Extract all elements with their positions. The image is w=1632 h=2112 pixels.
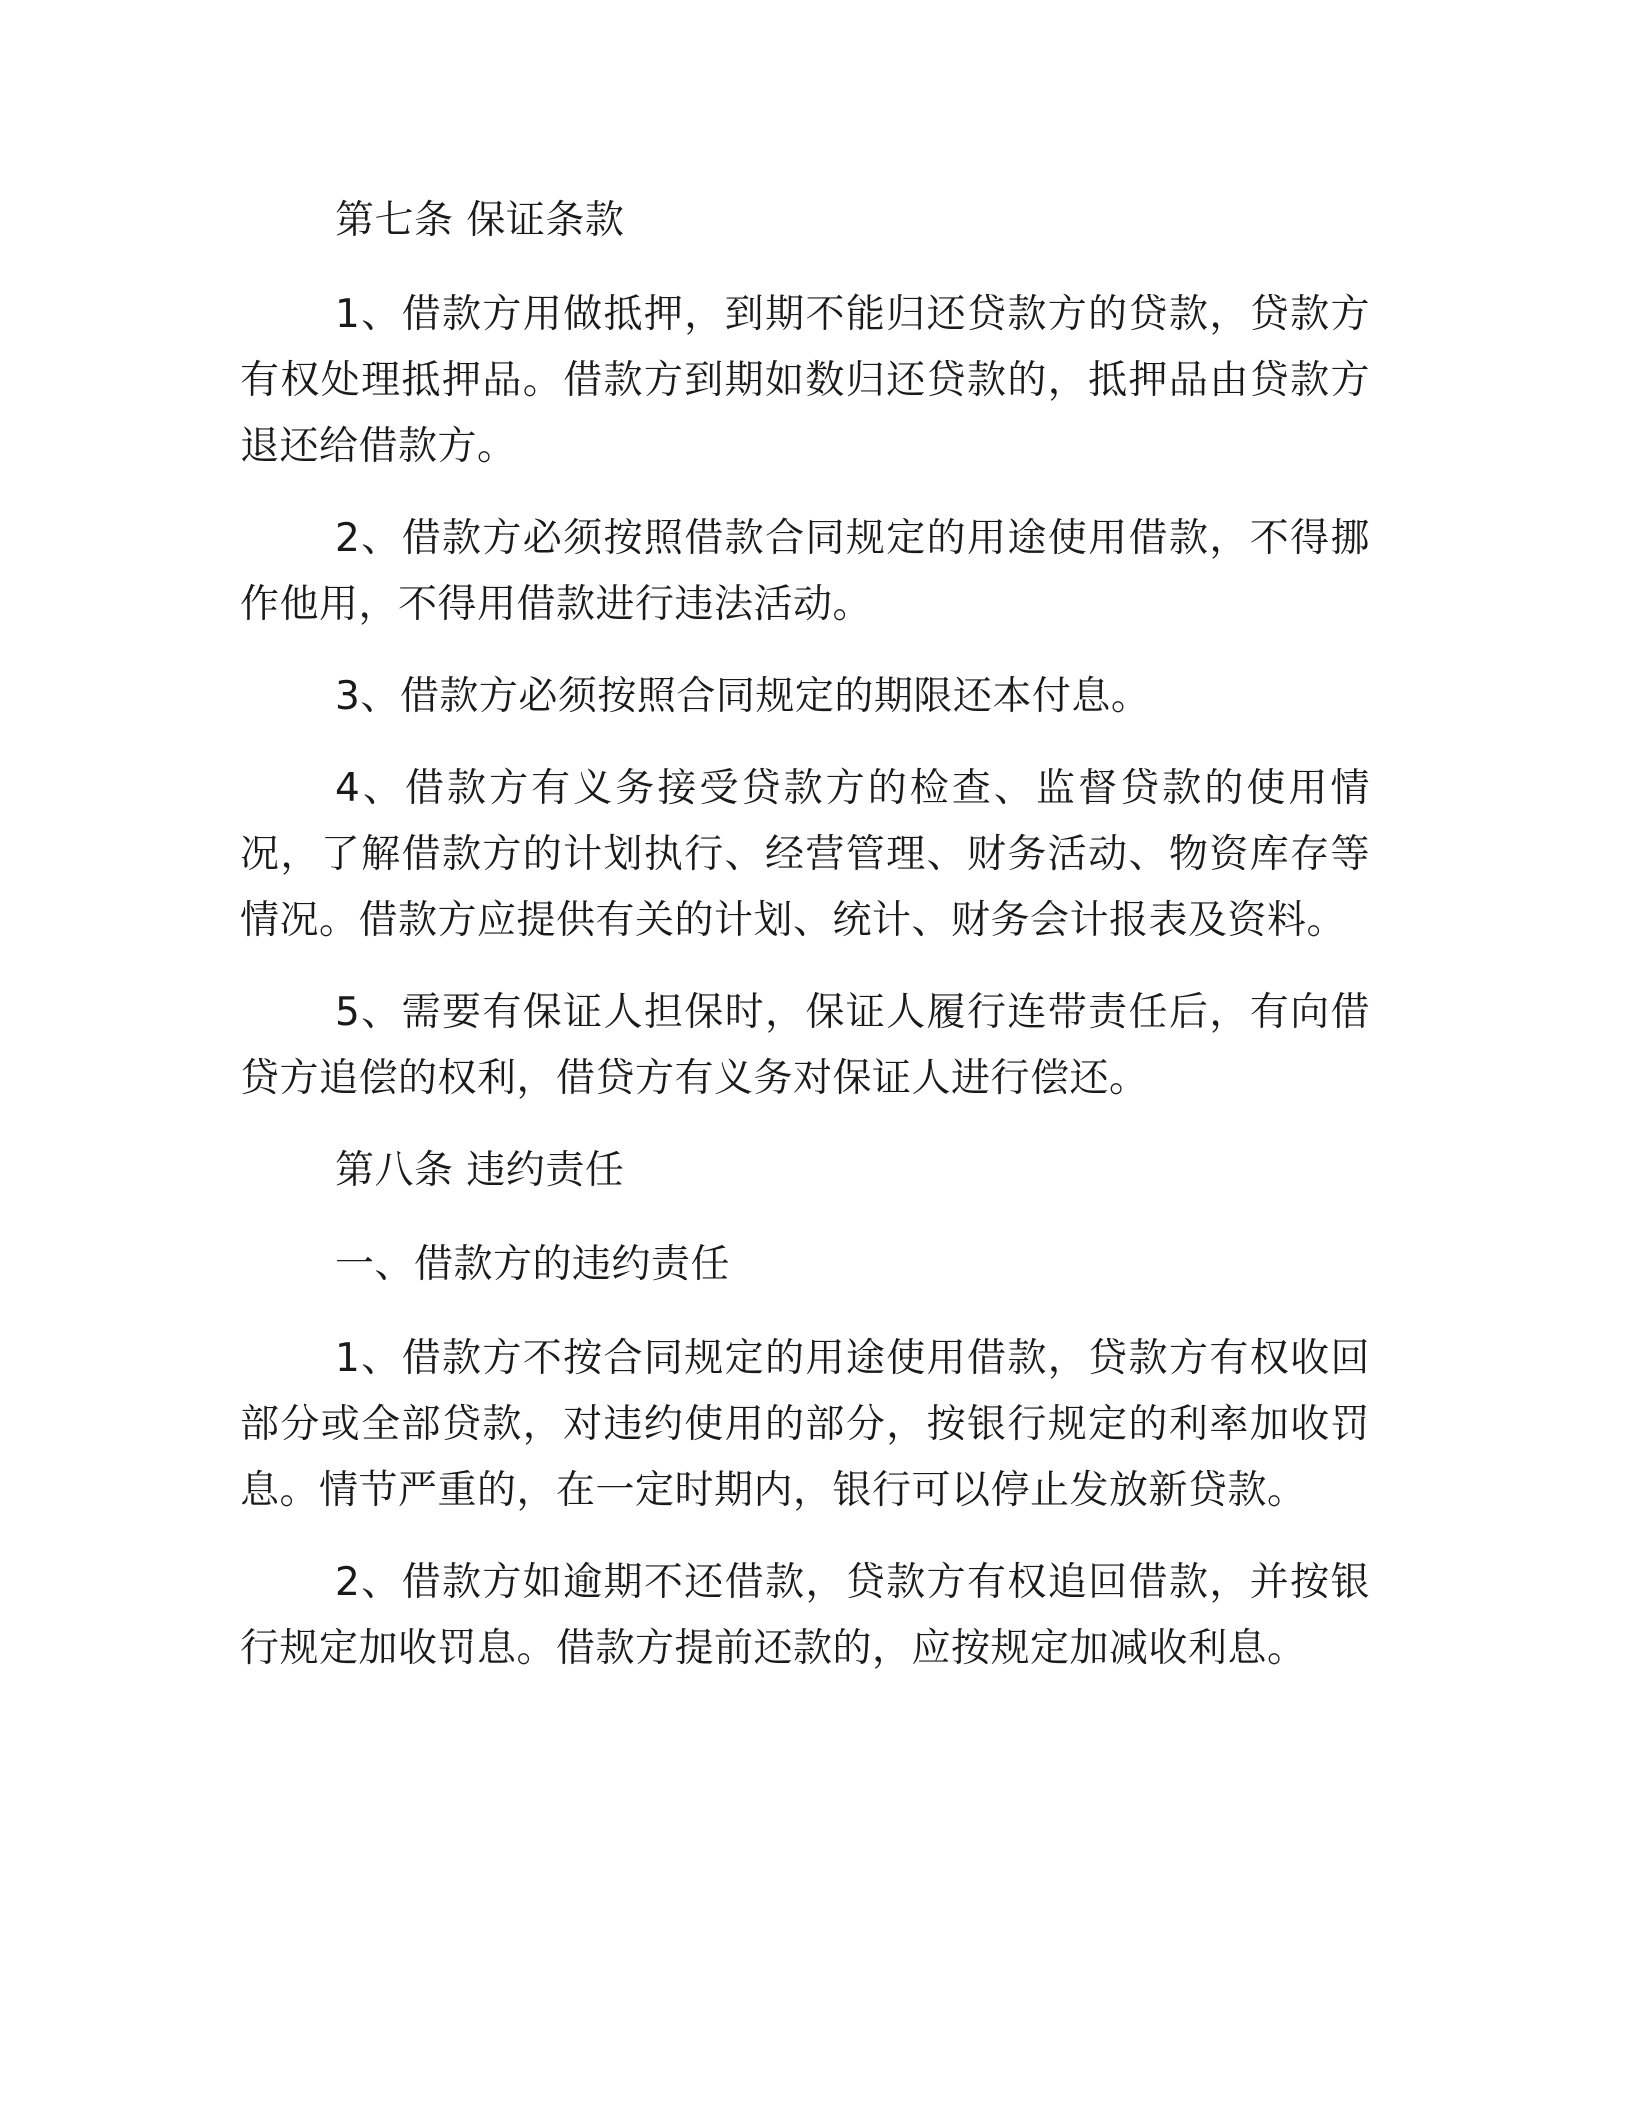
clause-7-1: 1、借款方用做抵押，到期不能归还贷款方的贷款，贷款方有权处理抵押品。借款方到期如数归还贷款的，抵押品由贷款方退还给借款方。: [240, 292, 1370, 469]
subsection-heading-borrower-liability: 一、借款方的违约责任: [335, 1242, 731, 1287]
clause-8-2: 2、借款方如逾期不还借款，贷款方有权追回借款，并按银行规定加收罚息。借款方提前还款的，应按规定加减收利息。: [240, 1560, 1370, 1671]
document-page: [240, 188, 1370, 1708]
section-heading-article-8: 第八条 违约责任: [335, 1148, 625, 1193]
clause-7-4: 4、借款方有义务接受贷款方的检查、监督贷款的使用情况，了解借款方的计划执行、经营管理、财务活动、物资库存等情况。借款方应提供有关的计划、统计、财务会计报表及资料。: [240, 766, 1370, 943]
clause-7-3: 3、借款方必须按照合同规定的期限还本付息。: [335, 674, 1151, 719]
clause-8-1: 1、借款方不按合同规定的用途使用借款，贷款方有权收回部分或全部贷款，对违约使用的部分，按银行规定的利率加收罚息。情节严重的，在一定时期内，银行可以停止发放新贷款。: [240, 1336, 1370, 1513]
section-heading-article-7: 第七条 保证条款: [335, 198, 625, 243]
clause-7-5: 5、需要有保证人担保时，保证人履行连带责任后，有向借贷方追偿的权利，借贷方有义务对保证人进行偿还。: [240, 990, 1370, 1101]
clause-7-2: 2、借款方必须按照借款合同规定的用途使用借款，不得挪作他用，不得用借款进行违法活动。: [240, 516, 1370, 627]
